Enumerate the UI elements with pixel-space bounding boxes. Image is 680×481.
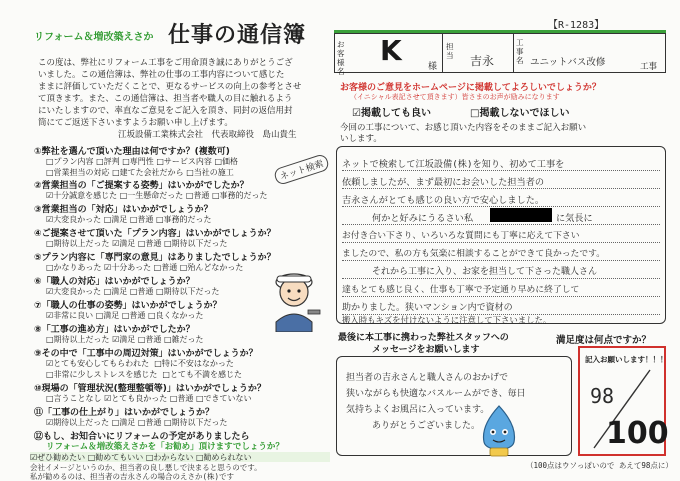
question-10: ⑩現場の「管理状況(整理整頓等)」はいかがでしょうか？ [34,384,266,394]
options-2: ☑十分誠意を感じた □一生懸命だった □普通 □事務的だった [46,191,268,200]
rule [342,296,660,297]
score-prompt: 記入お願いします！！！ [585,355,668,364]
rule [342,242,660,243]
handwritten-note: 私が勧めるのは、担当者の吉永さんの場合のえさか(株)です [30,472,235,481]
options-10: □言うことなし ☑とても良かった □普通 □できていない [46,394,252,403]
rule [342,278,660,279]
mascot-illustration [476,402,522,458]
intro-line: いました。この通信簿は、弊社の仕事の工事内容について感じた [38,70,285,80]
craftsman-illustration [264,262,324,332]
staff-line: ありがとうございました。 [372,421,481,431]
question-3: ③営業担当の「対応」はいかがでしょうか？ [34,205,213,215]
question-12: ⑫もし、お知合いにリフォームの予定がありましたら [34,432,250,442]
doc-code: 【R-1283】 [548,20,605,31]
koji-label: 工事名 [516,38,524,65]
question-4: ④ご提案させて頂いた「プラン内容」はいかがでしょうか？ [34,229,276,239]
options-4: □期待以上だった ☑満足 □普通 □期待以下だった [46,239,228,248]
handwritten-aside: ネット検索 [273,153,331,186]
options-1: □プラン内容 □評判 □専門性 □サービス内容 □価格 [46,157,238,166]
intro-line: 筒にてご返送下さいますようお願い申し上げます。 [38,118,233,128]
score-max: 100 [606,416,669,451]
options-5: □かなりあった ☑十分あった □普通 □殆んどなかった [46,263,244,272]
question-6: ⑥「職人の対応」はいかがでしょうか？ [34,277,195,287]
tanto-label: 担当 [446,42,454,60]
staff-line: 狭いながらも快適なバスルームができ、毎日 [346,389,526,399]
rule [342,170,660,171]
rule [342,224,660,225]
options-11: ☑期待以上だった □満足 □普通 □期待以下だった [46,418,228,427]
impression-line: ネットで検索して江坂設備(株)を知り、初めて工事を [342,159,565,170]
question-5: ⑤プラン内容に「専門家の意見」はありましたでしょうか？ [34,253,276,263]
company-line: 江坂設備工業株式会社 代表取締役 島山貴生 [118,130,297,140]
consent-no: □掲載しないでほしい [470,108,570,119]
intro-line: この度は、弊社にリフォーム工事をご用命頂き誠にありがとうござ [38,58,293,68]
staff-question: 最後に本工事に携わった弊社スタッフへの [338,333,509,343]
rule [342,206,660,207]
question-2: ②営業担当の「ご提案する姿勢」はいかがでしたか？ [34,181,249,191]
question-12-line2: リフォーム＆増改築えさかを「お勧め」頂けますでしょうか？ [46,442,284,452]
impression-line: それから工事に入り、お家を担当して下さった職人さん [372,267,598,277]
impression-question: 今回の工事について、お感じ頂いた内容をそのままご記入お願い [340,123,587,133]
impression-line: ましたので、私の方も気楽に相談することができて良かったです。 [342,249,606,259]
intro-line: にいたしますので、率直なご意見をご記入を頂き、同封の返信用封 [38,106,293,116]
score-note: （100点はウソっぽいので あえて98点に） [526,461,673,470]
options-7: ☑非常に良い □満足 □普通 □良くなかった [46,311,204,320]
options-3: ☑大変良かった □満足 □普通 □事務的だった [46,215,212,224]
impression-line: 吉永さんがとても感じの良い方で安心しました。 [342,195,545,206]
question-7: ⑦「職人の仕事の姿勢」はいかがでしょうか？ [34,301,222,311]
options-9: ☑とても安心してもらわれた □特に不安はなかった [46,359,234,368]
impression-line: 助かりました。狭いマンション内で資材の [342,303,513,313]
name-label: お客様名 [337,40,345,76]
tanto-value: 吉永 [470,54,495,68]
options-6: ☑大変良かった □満足 □普通 □期待以下だった [46,287,220,296]
consent-yes: ☑掲載しても良い [352,108,431,119]
impression-line: 何かと好みにうるさい私 [372,213,474,224]
handwritten-note: 会社イメージというのか、担当者の良し悪しで決まると思うのです。 [30,463,262,472]
staff-question-2: メッセージをお願いします [372,345,480,355]
question-11: ⑪「工事の仕上がり」はいかがでしょうか？ [34,408,215,418]
score-value: 98 [590,384,615,408]
options-1b: □営業担当の対応 □建てた会社だから □当社の施工 [46,168,234,177]
options-8: □期待以上だった ☑満足 □普通 □雑だった [46,335,204,344]
koji-suffix: 工事 [640,62,658,72]
question-9: ⑨その中で「工事中の周辺対策」はいかがでしょうか？ [34,349,258,359]
staff-line: 担当者の吉永さんと職人さんのおかげで [346,373,509,383]
divider [513,33,514,73]
consent-note: （イニシャル表記させて頂きます）皆さまのお声が励みになります [350,93,560,101]
staff-line: 気持ちよくお風呂に入っています。 [346,405,490,415]
rule [342,260,660,261]
name-suffix: 様 [428,62,438,72]
page-title: 仕事の通信簿 [168,23,307,48]
impression-line: 達もとても感じ良く、仕事も丁寧で予定通り早めに終了して [342,285,580,295]
intro-line: て頂きます。また、この通信簿は、担当者や職人の目に触れるよう [38,94,293,104]
question-8: ⑧「工事の進め方」はいかがでしたか？ [34,325,195,335]
customer-name: K [380,34,402,67]
question-1: ①弊社を選んで頂いた理由は何ですか？(複数可) [34,147,230,157]
impression-line: に気長に [556,213,593,224]
koji-value: ユニットバス改修 [530,57,606,68]
rule [342,188,660,189]
recommend-options: ☑ぜひ勧めたい □勧めてもいい □わからない □勧められない [30,452,330,462]
score-title: 満足度は何点ですか？ [556,335,652,346]
brand-label: リフォーム＆増改築えさか [34,32,154,43]
redacted-box [490,208,552,222]
intro-line: ままに評価していただくことで、更なるサービスの向上の参考とさせ [38,82,302,92]
divider [442,33,443,73]
impression-line: お付き合い下さり、いろいろな質問にも丁寧に応えて下さい [342,231,580,241]
options-9b: □非常に少しストレスを感じた □とても不満を感じた [46,370,242,379]
impression-line: 依頼しましたが、まず最初にお会いした担当者の [342,177,545,188]
consent-question: お客様のご意見をホームページに掲載してよろしいでしょうか？ [340,83,601,93]
impression-line: 搬入時もキズを付けないように注意して下さいました。 [342,315,552,325]
impression-question-2: いします。 [340,134,382,144]
